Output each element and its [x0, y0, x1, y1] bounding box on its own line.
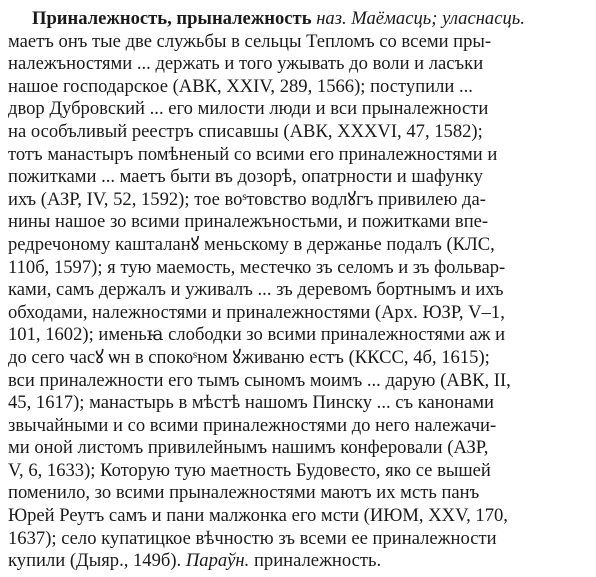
entry-line: обходами, належностями и приналежностями (Арх. ЮЗР, V–1,: [8, 301, 505, 323]
entry-cross-reference: приналежность.: [253, 550, 382, 572]
entry-line: ками, самъ держалъ и уживалъ ... зъ деревомъ бортнымъ и ихъ: [8, 279, 504, 301]
entry-line: купили (Дыяр., 149б).: [8, 550, 182, 572]
entry-line: поменило, зо всими прыналежностями маютъ их мсть панъ: [8, 482, 480, 504]
entry-first-line: [8, 8, 588, 31]
entry-line: вси приналежности его тымъ сыномъ моимъ ... дарую (АВК, II,: [8, 369, 511, 391]
entry-line: двор Дубровский ... его милости люди и вси прыналежности: [8, 98, 489, 120]
entry-last-line: [8, 550, 588, 573]
entry-line: ми оной листомъ привилейнымъ нашимъ конферовали (АЗР,: [8, 437, 489, 459]
entry-cross-reference-label: Параўн.: [185, 550, 250, 572]
entry-line: Юрей Реутъ самъ и пани малжонка его мсти (ИЮМ, XXV, 170,: [8, 505, 508, 527]
entry-line: ихъ (АЗР, IV, 52, 1592); тое воˢтовство водлꙋгъ привилею да-: [8, 188, 486, 210]
entry-line: належъностями ... держать и того ужывать до воли и ласъки: [8, 53, 484, 75]
entry-line: звычайными и со всими приналежностями до него належачи-: [8, 414, 497, 436]
entry-line: редречоному кашталанꙋ меньскому в держанье подалъ (КЛС,: [8, 233, 495, 255]
entry-line: тотъ манастыръ помѣненый со всими его приналежностями и: [8, 143, 498, 165]
entry-line: 110б, 1597); я тую маемость, местечко зъ селомъ и зъ фольвар-: [8, 256, 506, 278]
entry-equivalents: Маёмасць; уласнасць.: [351, 8, 525, 29]
entry-line: нины нашое зо всими приналежъностьми, и пожитками впе-: [8, 211, 489, 233]
dictionary-entry: [8, 8, 588, 573]
entry-line: маетъ онъ тые две служьбы в сельцы Тепломъ со всеми пры-: [8, 30, 492, 52]
entry-line: до сего часꙋ ѡн в спокоˢном ꙋживаню естъ (ККСС, 4б, 1615);: [8, 346, 490, 368]
entry-grammar: наз.: [316, 8, 347, 29]
entry-line: 101, 1602); именьꙗ слободки зо всими приналежностями аж и: [8, 324, 506, 346]
entry-line: 45, 1617); манастырь в мѣстѣ нашомъ Пинску ... съ канонами: [8, 392, 494, 414]
entry-line: пожитками ... маетъ быти въ дозорѣ, опатрности и шафунку: [8, 166, 483, 188]
entry-line: на особъливый реестръ списавшы (АВК, XXXVI, 47, 1582);: [8, 120, 483, 142]
entry-line: 1637); село купатицкое вѣчностю зъ всеми ее приналежности: [8, 527, 497, 549]
entry-line: нашое господарское (АВК, XXIV, 289, 1566); поступили ...: [8, 75, 473, 97]
entry-headword: Приналежность, прыналежность: [32, 8, 312, 29]
entry-line: V, 6, 1633); Которую тую маетность Будовесто, яко се вышей: [8, 459, 491, 481]
